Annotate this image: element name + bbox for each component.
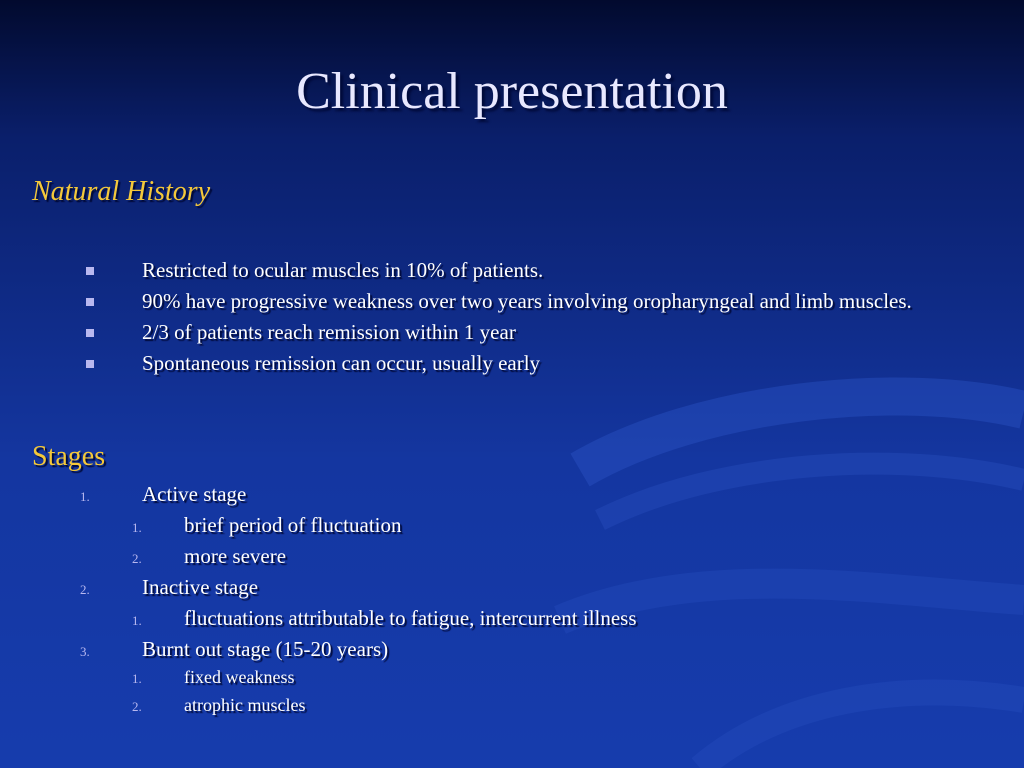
bullet-text: 90% have progressive weakness over two years involving oropharyngeal and limb muscles. — [142, 289, 912, 313]
subitem-number: 1. — [132, 671, 142, 686]
natural-history-bullet-list — [0, 258, 1024, 382]
stage-item — [0, 635, 1024, 666]
subitem-number: 1. — [132, 520, 142, 535]
square-bullet-icon — [86, 298, 94, 306]
bullet-item — [0, 289, 972, 313]
stage-label: Burnt out stage (15-20 years) — [142, 637, 389, 661]
stage-subitem — [0, 542, 1024, 573]
square-bullet-icon — [86, 267, 94, 275]
stage-number: 3. — [80, 644, 90, 659]
stage-subitem — [0, 666, 1024, 694]
slide-title: Clinical presentation — [296, 63, 728, 120]
bullet-item — [0, 351, 972, 375]
square-bullet-icon — [86, 360, 94, 368]
stage-subitem — [0, 694, 1024, 722]
subitem-label: brief period of fluctuation — [184, 513, 402, 537]
bullet-item — [0, 320, 972, 344]
stage-number: 2. — [80, 582, 90, 597]
subitem-number: 2. — [132, 551, 142, 566]
bullet-item — [0, 258, 972, 282]
stage-subitem — [0, 604, 1024, 635]
natural-history-heading: Natural History — [32, 176, 211, 207]
subitem-label: more severe — [184, 544, 287, 568]
subitem-label: fluctuations attributable to fatigue, intercurrent illness — [184, 606, 637, 630]
subitem-number: 1. — [132, 613, 142, 628]
stage-number: 1. — [80, 489, 90, 504]
square-bullet-icon — [86, 329, 94, 337]
bullet-text: 2/3 of patients reach remission within 1 year — [142, 320, 516, 344]
stage-label: Inactive stage — [142, 575, 259, 599]
stage-label: Active stage — [142, 482, 247, 506]
stage-item — [0, 480, 1024, 511]
stages-heading: Stages — [32, 441, 106, 472]
bullet-text: Restricted to ocular muscles in 10% of patients. — [142, 258, 544, 282]
bullet-text: Spontaneous remission can occur, usually early — [142, 351, 541, 375]
stage-item — [0, 573, 1024, 604]
subitem-number: 2. — [132, 699, 142, 714]
subitem-label: fixed weakness — [184, 667, 295, 687]
stage-subitem — [0, 511, 1024, 542]
subitem-label: atrophic muscles — [184, 695, 306, 715]
stages-list — [0, 480, 1024, 722]
